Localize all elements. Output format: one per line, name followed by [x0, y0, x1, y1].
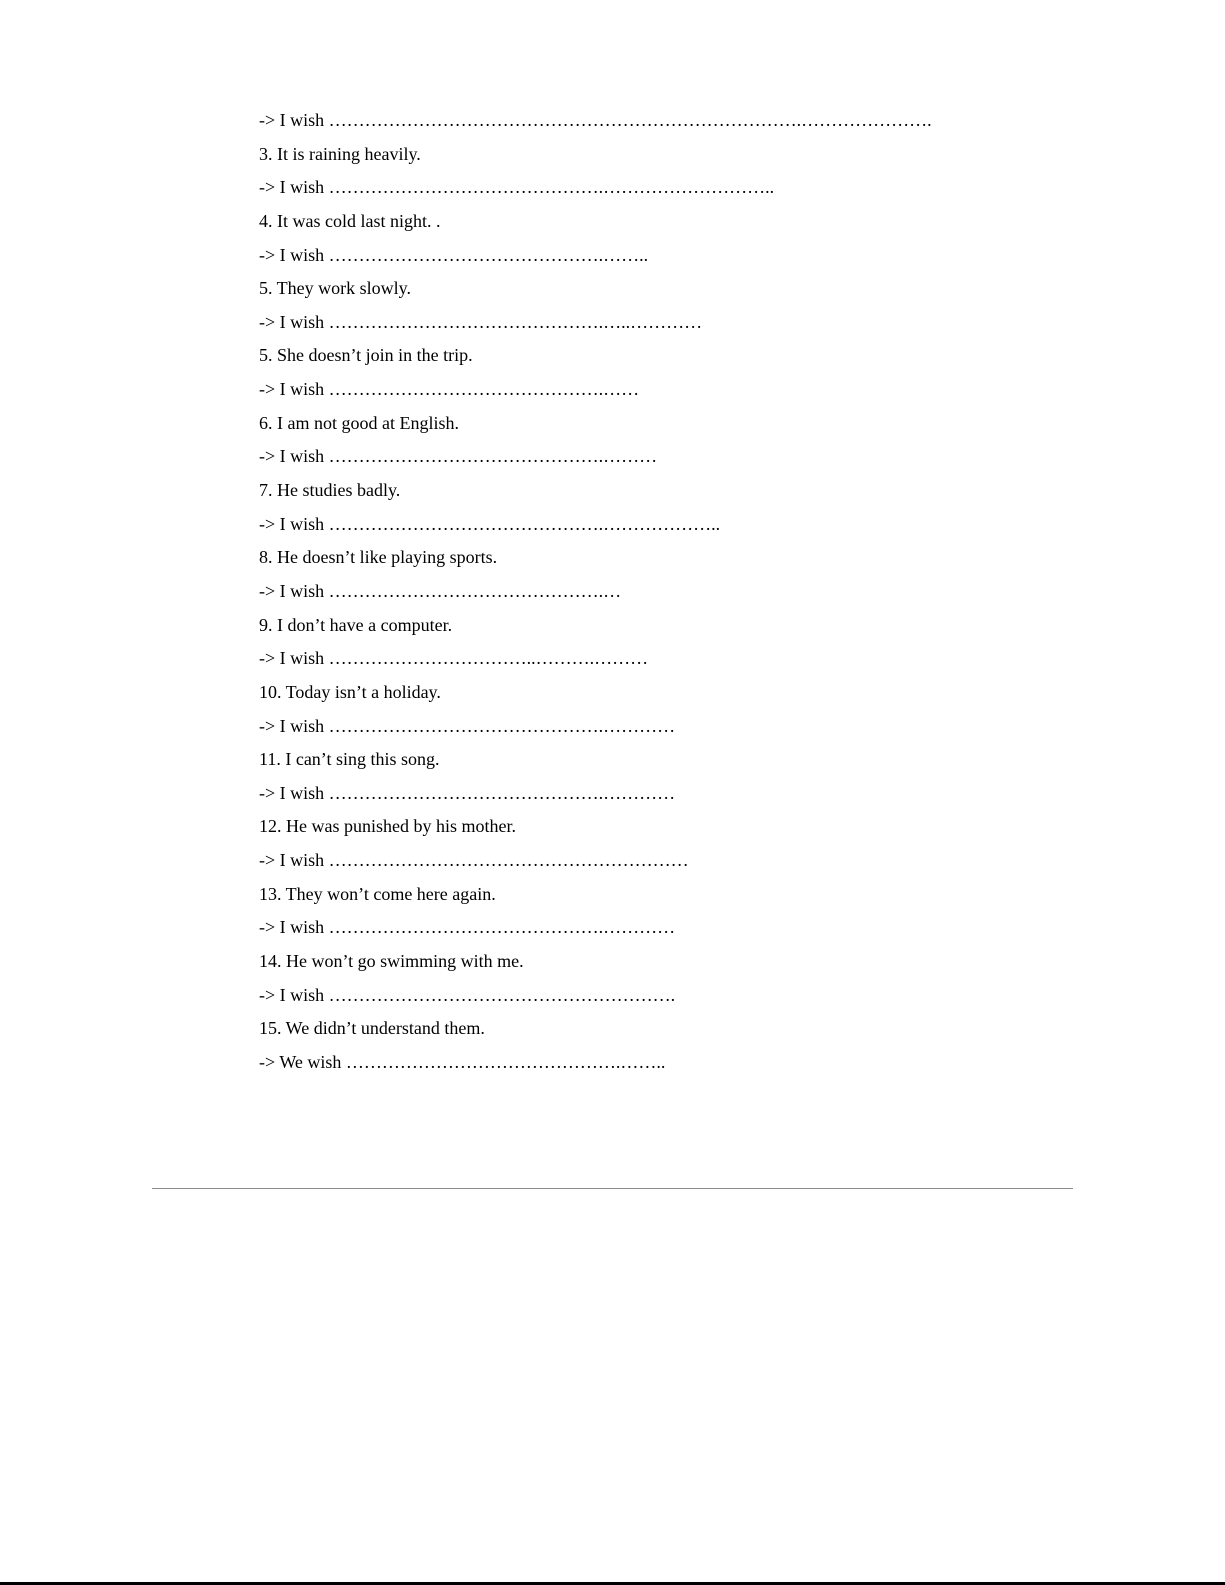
question-line: 12. He was punished by his mother.: [259, 816, 516, 837]
question-line: 8. He doesn’t like playing sports.: [259, 547, 498, 568]
answer-line: -> I wish ……………………………………….…………: [259, 782, 676, 803]
answer-line: -> I wish ……………………………………….……: [259, 379, 640, 400]
answer-line: -> I wish ……………………………………………………: [259, 850, 689, 871]
answer-line: -> I wish ………………………………………………….: [259, 984, 676, 1005]
question-line: 3. It is raining heavily.: [259, 143, 421, 164]
question-line: 13. They won’t come here again.: [259, 883, 496, 904]
question-line: 5. They work slowly.: [259, 278, 411, 299]
answer-line: -> I wish ……………………………..……….………: [259, 648, 649, 669]
question-line: 5. She doesn’t join in the trip.: [259, 345, 473, 366]
page-divider: [152, 1188, 1073, 1189]
answer-line: -> I wish ……………………………………….…..…………: [259, 311, 703, 332]
answer-line: -> I wish ……………………………………….……..: [259, 244, 649, 265]
question-line: 4. It was cold last night. .: [259, 210, 441, 231]
answer-line: -> We wish ……………………………………….……..: [259, 1051, 666, 1072]
question-line: 11. I can’t sing this song.: [259, 749, 440, 770]
answer-line: -> I wish ……………………………………….………………………..: [259, 177, 775, 198]
answer-line: -> I wish ……………………………………….…: [259, 580, 622, 601]
answer-line: -> I wish ……………………………………….………: [259, 446, 658, 467]
question-line: 7. He studies badly.: [259, 480, 401, 501]
question-line: 9. I don’t have a computer.: [259, 614, 453, 635]
question-line: 6. I am not good at English.: [259, 412, 459, 433]
answer-line: -> I wish ……………………………………….………………..: [259, 513, 721, 534]
question-line: 15. We didn’t understand them.: [259, 1018, 485, 1039]
answer-line: -> I wish …………………………………………………………………….………………….: [259, 110, 932, 130]
question-line: 14. He won’t go swimming with me.: [259, 951, 524, 972]
question-line: 10. Today isn’t a holiday.: [259, 681, 441, 702]
answer-line: -> I wish ……………………………………….…………: [259, 715, 676, 736]
exercise-list: [259, 104, 1019, 1080]
answer-line: -> I wish ……………………………………….…………: [259, 917, 676, 938]
